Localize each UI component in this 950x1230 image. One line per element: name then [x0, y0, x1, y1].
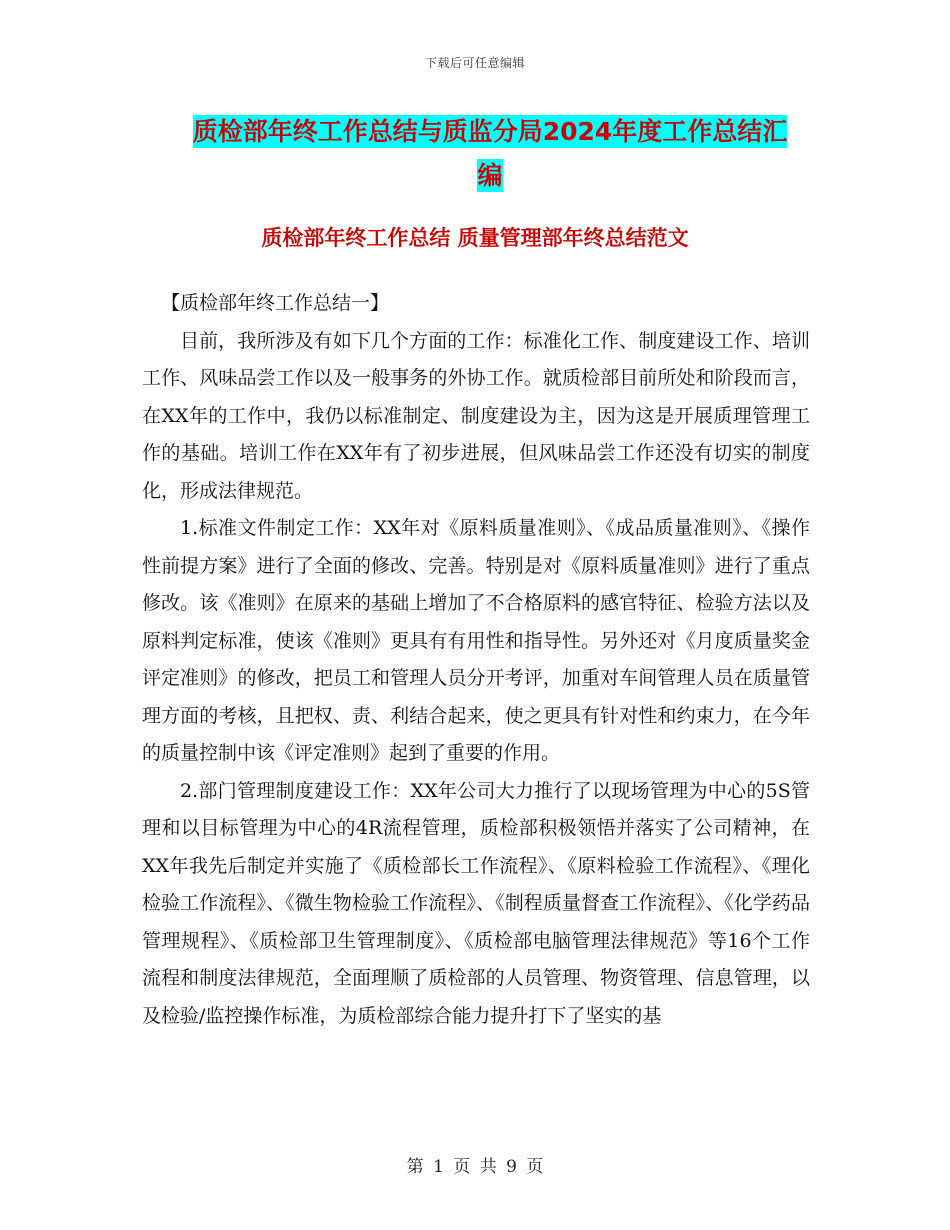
paragraph-standards: 1.标准文件制定工作：XX年对《原料质量准则》、《成品质量准则》、《操作性前提方案》进行了全面的修改、完善。特别是对《原料质量准则》进行了重点修改。该《准则》在原来的基础上增加了不合格原料的感官特征、检验方法以及原料判定标准，使该《准则》更具有有用性和指导性。另外还对《月度质量奖金评定准则》的修改，把员工和管理人员分开考评，加重对车间管理人员在质量管理方面的考核，且把权、责、利结合起来，使之更具有针对性和约束力，在今年的质量控制中该《评定准则》起到了重要的作用。 [142, 517, 810, 764]
document-title [140, 110, 840, 198]
section-heading: 【质检部年终工作总结一】 [161, 292, 390, 314]
title-line-2: 编 [477, 161, 503, 190]
header-note: 下载后可任意编辑 [424, 56, 525, 70]
paragraph-intro: 目前，我所涉及有如下几个方面的工作：标准化工作、制度建设工作、培训工作、风味品尝工作以及一般事务的外协工作。就质检部目前所处和阶段而言，在XX年的工作中，我仍以标准制定、制度建设为主，因为这是开展质理管理工作的基础。培训工作在XX年有了初步进展，但风味品尝工作还没有切实的制度化，形成法律规范。 [142, 329, 810, 502]
page-number: 第 1 页 共 9 页 [406, 1157, 544, 1177]
document-subtitle: 质检部年终工作总结 质量管理部年终总结范文 [261, 226, 689, 250]
title-line-1: 质检部年终工作总结与质监分局2024年度工作总结汇 [192, 117, 788, 146]
paragraph-management: 2.部门管理制度建设工作：XX年公司大力推行了以现场管理为中心的5S管理和以目标管理为中心的4R流程管理，质检部积极领悟并落实了公司精神，在XX年我先后制定并实施了《质检部长工作流程》、《原料检验工作流程》、《理化检验工作流程》、《微生物检验工作流程》、《制程质量督查工作流程》、《化学药品管理规程》、《质检部卫生管理制度》、《质检部电脑管理法律规范》等16个工作流程和制度法律规范，全面理顺了质检部的人员管理、物资管理、信息管理，以及检验/监控操作标准，为质检部综合能力提升打下了坚实的基 [142, 779, 810, 1027]
document-body [142, 285, 810, 1035]
